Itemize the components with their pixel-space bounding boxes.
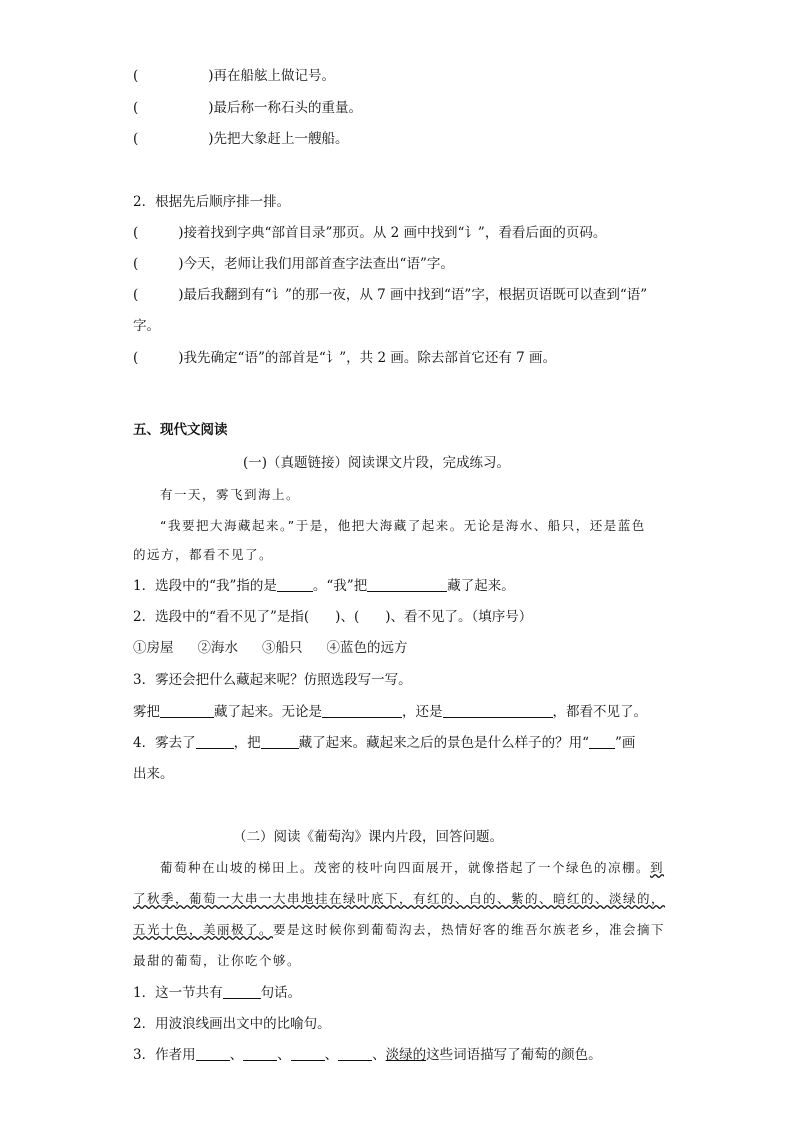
q2-title: 2．根据先后顺序排一排。: [133, 194, 291, 210]
q-text: 。“我”把: [312, 578, 368, 594]
answer-blank[interactable]: [589, 734, 615, 749]
part1-q2: [133, 608, 532, 626]
part2-q3: [133, 1046, 602, 1064]
q-text: )、(: [335, 609, 360, 625]
answer-blank[interactable]: [261, 734, 299, 749]
passage-line: 最甜的葡萄，让你吃个够。: [133, 953, 302, 968]
part2-q2: 2．用波浪线画出文中的比喻句。: [133, 1016, 331, 1032]
q-text: ，都看不见了。: [552, 704, 647, 720]
order-item-3: [133, 130, 349, 148]
option: ②海水: [197, 640, 238, 656]
q2-item-3-cont: 字。: [133, 318, 160, 334]
part2-q1: [133, 984, 301, 1002]
item-text: )最后称一称石头的重量。: [208, 100, 363, 116]
part1-q3-line: [133, 703, 647, 721]
q-text: 雾把: [133, 704, 160, 720]
paren-open: (: [133, 350, 139, 366]
option: ④蓝色的远方: [326, 640, 408, 656]
item-text: )再在船舷上做记号。: [208, 68, 336, 84]
q-text: 1．选段中的“我”指的是: [133, 578, 277, 594]
passage-line: [160, 859, 664, 877]
answer-blank[interactable]: [196, 734, 234, 749]
part2-title: （二）阅读《葡萄沟》课内片段，回答问题。: [233, 829, 503, 845]
q-text: 、: [229, 1047, 244, 1063]
paren-open: (: [133, 131, 139, 147]
q2-item-1: [133, 224, 606, 242]
part1-q4: [133, 734, 635, 752]
passage-line: 的远方，都看不见了。: [133, 547, 274, 562]
q-text: 藏了起来。藏起来之后的景色是什么样子的？用“: [298, 735, 589, 751]
option: ①房屋: [133, 640, 174, 656]
part1-options: [133, 639, 408, 657]
passage-text-wavy: 五光十色，美丽极了。: [133, 922, 274, 937]
q-text: 4．雾去了: [133, 735, 196, 751]
passage-text-wavy: 到: [650, 860, 665, 875]
answer-blank[interactable]: [243, 1046, 277, 1061]
q-text: 句话。: [260, 985, 302, 1001]
item-text: )今天，老师让我们用部首查字法查出“语”字。: [178, 256, 454, 272]
passage-line: “我要把大海藏起来。”于是，他把大海藏了起来。无论是海水、船只，还是蓝色: [160, 518, 646, 533]
q-text: )、看不见了。（填序号）: [385, 609, 533, 625]
q-text: 、: [324, 1047, 339, 1063]
section-heading: 五、现代文阅读: [133, 422, 228, 438]
paren-open: (: [133, 100, 139, 116]
answer-blank[interactable]: [322, 703, 402, 718]
part1-q4-cont: 出来。: [133, 766, 174, 782]
paren-open: (: [133, 287, 139, 303]
order-item-1: [133, 67, 335, 85]
answer-blank[interactable]: [338, 1046, 372, 1061]
answer-blank[interactable]: [223, 984, 261, 999]
underlined-word: 淡绿的: [385, 1047, 427, 1063]
paren-open: (: [133, 68, 139, 84]
part1-title: (一)（真题链接）阅读课文片段，完成练习。: [243, 455, 511, 471]
passage-line: [133, 921, 665, 939]
passage-line: 有一天，雾飞到海上。: [160, 487, 301, 502]
item-text: )我先确定“语”的部首是“讠”，共 2 画。除去部首它还有 7 画。: [178, 350, 556, 366]
answer-blank[interactable]: [367, 577, 447, 592]
answer-blank[interactable]: [160, 703, 214, 718]
q-text: 这些词语描写了葡萄的颜色。: [426, 1047, 602, 1063]
q-text: ，还是: [402, 704, 443, 720]
part1-q3: 3．雾还会把什么藏起来呢？仿照选段写一写。: [133, 672, 412, 688]
q-text: ”画: [615, 735, 636, 751]
q-text: 1．这一节共有: [133, 985, 223, 1001]
q-text: 2．选段中的“看不见了”是指(: [133, 609, 310, 625]
item-text: )最后我翻到有“讠”的那一夜，从 7 画中找到“语”字，根据页语既可以查到“语”: [178, 287, 648, 303]
q-text: 、: [277, 1047, 291, 1063]
answer-blank[interactable]: [196, 1046, 230, 1061]
q2-item-4: [133, 349, 556, 367]
paren-open: (: [133, 256, 139, 272]
q-text: 3．作者用: [133, 1047, 196, 1063]
item-text: )接着找到字典“部首目录”那页。从 2 画中找到“讠”，看看后面的页码。: [178, 225, 607, 241]
q-text: 藏了起来。无论是: [214, 704, 322, 720]
answer-blank[interactable]: [443, 703, 553, 718]
part1-q1: [133, 577, 515, 595]
q-text: ，把: [233, 735, 261, 751]
passage-text: 要是这时候你到葡萄沟去，热情好客的维吾尔族老乡，准会摘下: [273, 922, 666, 937]
answer-blank[interactable]: [291, 1046, 325, 1061]
answer-blank[interactable]: [277, 577, 313, 592]
option: ③船只: [262, 640, 303, 656]
order-item-2: [133, 99, 362, 117]
q2-item-3: [133, 286, 647, 304]
passage-text-wavy: 了秋季，葡萄一大串一大串地挂在绿叶底下，有红的、白的、紫的、暗红的、淡绿的，: [133, 891, 666, 906]
item-text: )先把大象赶上一艘船。: [208, 131, 349, 147]
passage-text: 葡萄种在山坡的梯田上。茂密的枝叶向四面展开，就像搭起了一个绿色的凉棚。: [160, 860, 651, 875]
q-text: 藏了起来。: [447, 578, 515, 594]
passage-line: [133, 890, 665, 908]
q2-item-2: [133, 255, 454, 273]
paren-open: (: [133, 225, 139, 241]
q-text: 、: [372, 1047, 386, 1063]
